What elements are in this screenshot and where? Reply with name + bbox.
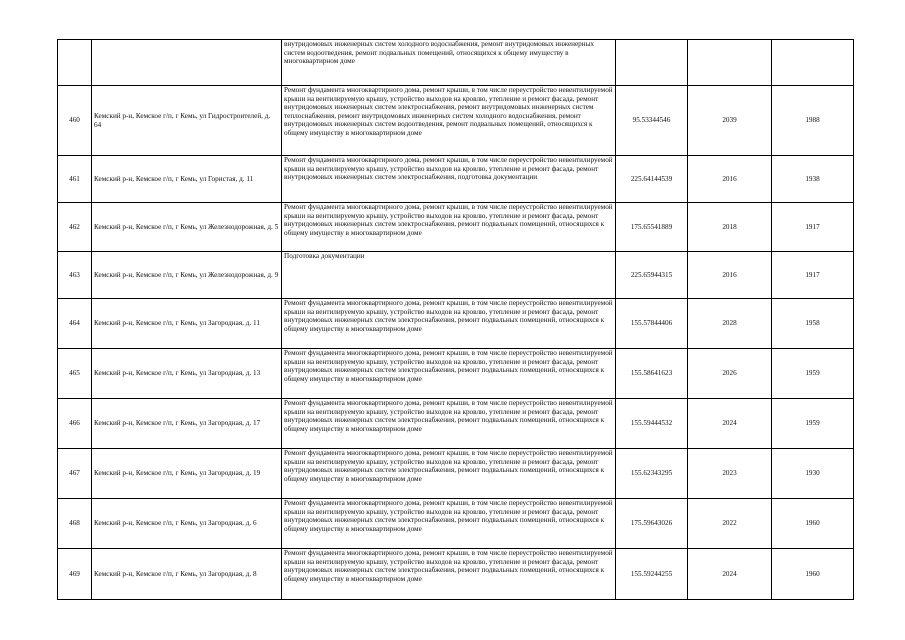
row-number: 461	[58, 156, 92, 203]
row-number: 465	[58, 349, 92, 399]
cost-cell: 155.59244255	[616, 549, 688, 600]
plan-year-cell: 2016	[688, 252, 772, 299]
table-row	[58, 549, 854, 600]
table-row	[58, 349, 854, 399]
table-row	[58, 299, 854, 349]
cost-cell: 155.62343295	[616, 449, 688, 499]
cost-cell: 155.58641623	[616, 349, 688, 399]
built-year-cell: 1988	[772, 86, 854, 156]
row-number: 464	[58, 299, 92, 349]
cost-cell: 175.65541889	[616, 203, 688, 252]
works-cell: Ремонт фундамента многоквартирного дома, ремонт крыши, в том числе переустройство невентилируемой крыши на вентилируемую крышу, устройство выходов на кровлю, утепление и ремонт фасада, ремонт внутридомовых инженерных систем электроснабжения, ремонт подвальных помещений, относящихся к общему имуществу в многоквартирном доме	[282, 449, 616, 499]
plan-year-cell	[688, 40, 772, 86]
built-year-cell: 1960	[772, 499, 854, 549]
works-cell: Ремонт фундамента многоквартирного дома, ремонт крыши, в том числе переустройство невентилируемой крыши на вентилируемую крышу, устройство выходов на кровлю, утепление и ремонт фасада, ремонт внутридомовых инженерных систем электроснабжения, ремонт подвальных помещений, относящихся к общему имуществу в многоквартирном доме	[282, 549, 616, 600]
works-cell: внутридомовых инженерных систем холодного водоснабжения, ремонт внутридомовых инженерных систем водоотведения, ремонт подвальных помещений, относящихся к общему имуществу в многоквартирном доме	[282, 40, 616, 86]
table-row	[58, 399, 854, 449]
plan-year-cell: 2023	[688, 449, 772, 499]
plan-year-cell: 2024	[688, 399, 772, 449]
works-cell: Ремонт фундамента многоквартирного дома, ремонт крыши, в том числе переустройство невентилируемой крыши на вентилируемую крышу, устройство выходов на кровлю, утепление и ремонт фасада, ремонт внутридомовых инженерных систем электроснабжения, ремонт подвальных помещений, относящихся к общему имуществу в многоквартирном доме	[282, 499, 616, 549]
cost-cell: 95.53344546	[616, 86, 688, 156]
plan-year-cell: 2016	[688, 156, 772, 203]
built-year-cell: 1958	[772, 299, 854, 349]
address-cell: Кемский р-н, Кемское г/п, г Кемь, ул Загородная, д. 19	[92, 449, 282, 499]
address-cell: Кемский р-н, Кемское г/п, г Кемь, ул Гористая, д. 11	[92, 156, 282, 203]
cost-cell: 225.64144539	[616, 156, 688, 203]
address-cell: Кемский р-н, Кемское г/п, г Кемь, ул Загородная, д. 17	[92, 399, 282, 449]
built-year-cell: 1938	[772, 156, 854, 203]
plan-year-cell: 2028	[688, 299, 772, 349]
works-cell: Ремонт фундамента многоквартирного дома, ремонт крыши, в том числе переустройство невентилируемой крыши на вентилируемую крышу, устройство выходов на кровлю, утепление и ремонт фасада, ремонт внутридомовых инженерных систем электроснабжения, ремонт подвальных помещений, относящихся к общему имуществу в многоквартирном доме	[282, 349, 616, 399]
address-cell: Кемский р-н, Кемское г/п, г Кемь, ул Загородная, д. 11	[92, 299, 282, 349]
table-row	[58, 449, 854, 499]
plan-year-cell: 2018	[688, 203, 772, 252]
works-cell: Ремонт фундамента многоквартирного дома, ремонт крыши, в том числе переустройство невентилируемой крыши на вентилируемую крышу, устройство выходов на кровлю, утепление и ремонт фасада, ремонт внутридомовых инженерных систем электроснабжения, ремонт подвальных помещений, относящихся к общему имуществу в многоквартирном доме	[282, 203, 616, 252]
cost-cell: 155.57844406	[616, 299, 688, 349]
works-cell: Ремонт фундамента многоквартирного дома, ремонт крыши, в том числе переустройство невентилируемой крыши на вентилируемую крышу, устройство выходов на кровлю, утепление и ремонт фасада, ремонт внутридомовых инженерных систем электроснабжения, подготовка документации	[282, 156, 616, 203]
plan-year-cell: 2039	[688, 86, 772, 156]
table-row	[58, 156, 854, 203]
table-row	[58, 499, 854, 549]
address-cell	[92, 40, 282, 86]
cost-cell: 175.59643026	[616, 499, 688, 549]
works-cell: Ремонт фундамента многоквартирного дома, ремонт крыши, в том числе переустройство невентилируемой крыши на вентилируемую крышу, устройство выходов на кровлю, утепление и ремонт фасада, ремонт внутридомовых инженерных систем электроснабжения, ремонт подвальных помещений, относящихся к общему имуществу в многоквартирном доме	[282, 299, 616, 349]
capital-repair-table	[57, 39, 854, 600]
cost-cell: 225.65944315	[616, 252, 688, 299]
plan-year-cell: 2022	[688, 499, 772, 549]
built-year-cell: 1959	[772, 349, 854, 399]
built-year-cell: 1960	[772, 549, 854, 600]
address-cell: Кемский р-н, Кемское г/п, г Кемь, ул Загородная, д. 6	[92, 499, 282, 549]
built-year-cell: 1917	[772, 203, 854, 252]
row-number: 463	[58, 252, 92, 299]
plan-year-cell: 2026	[688, 349, 772, 399]
built-year-cell	[772, 40, 854, 86]
row-number: 460	[58, 86, 92, 156]
table-row	[58, 203, 854, 252]
built-year-cell: 1917	[772, 252, 854, 299]
cost-cell: 155.59444532	[616, 399, 688, 449]
works-cell: Ремонт фундамента многоквартирного дома, ремонт крыши, в том числе переустройство невентилируемой крыши на вентилируемую крышу, устройство выходов на кровлю, утепление и ремонт фасада, ремонт внутридомовых инженерных систем электроснабжения, ремонт подвальных помещений, относящихся к общему имуществу в многоквартирном доме	[282, 399, 616, 449]
address-cell: Кемский р-н, Кемское г/п, г Кемь, ул Железнодорожная, д. 5	[92, 203, 282, 252]
built-year-cell: 1930	[772, 449, 854, 499]
built-year-cell: 1959	[772, 399, 854, 449]
cost-cell	[616, 40, 688, 86]
row-number: 467	[58, 449, 92, 499]
works-cell: Ремонт фундамента многоквартирного дома, ремонт крыши, в том числе переустройство невентилируемой крыши на вентилируемую крышу, устройство выходов на кровлю, утепление и ремонт фасада, ремонт внутридомовых инженерных систем электроснабжения, ремонт внутридомовых инженерных систем теплоснабжения, ремонт внутридомовых инженерных систем холодного водоснабжения, ремонт внутридомовых инженерных систем водоотведения, ремонт подвальных помещений, относящихся к общему имуществу в многоквартирном доме	[282, 86, 616, 156]
table-row	[58, 86, 854, 156]
address-cell: Кемский р-н, Кемское г/п, г Кемь, ул Загородная, д. 8	[92, 549, 282, 600]
table-row	[58, 40, 854, 86]
row-number: 468	[58, 499, 92, 549]
address-cell: Кемский р-н, Кемское г/п, г Кемь, ул Железнодорожная, д. 9	[92, 252, 282, 299]
row-number	[58, 40, 92, 86]
table-row	[58, 252, 854, 299]
plan-year-cell: 2024	[688, 549, 772, 600]
address-cell: Кемский р-н, Кемское г/п, г Кемь, ул Загородная, д. 13	[92, 349, 282, 399]
row-number: 466	[58, 399, 92, 449]
row-number: 462	[58, 203, 92, 252]
row-number: 469	[58, 549, 92, 600]
address-cell: Кемский р-н, Кемское г/п, г Кемь, ул Гидростроителей, д. 64	[92, 86, 282, 156]
works-cell: Подготовка документации	[282, 252, 616, 299]
